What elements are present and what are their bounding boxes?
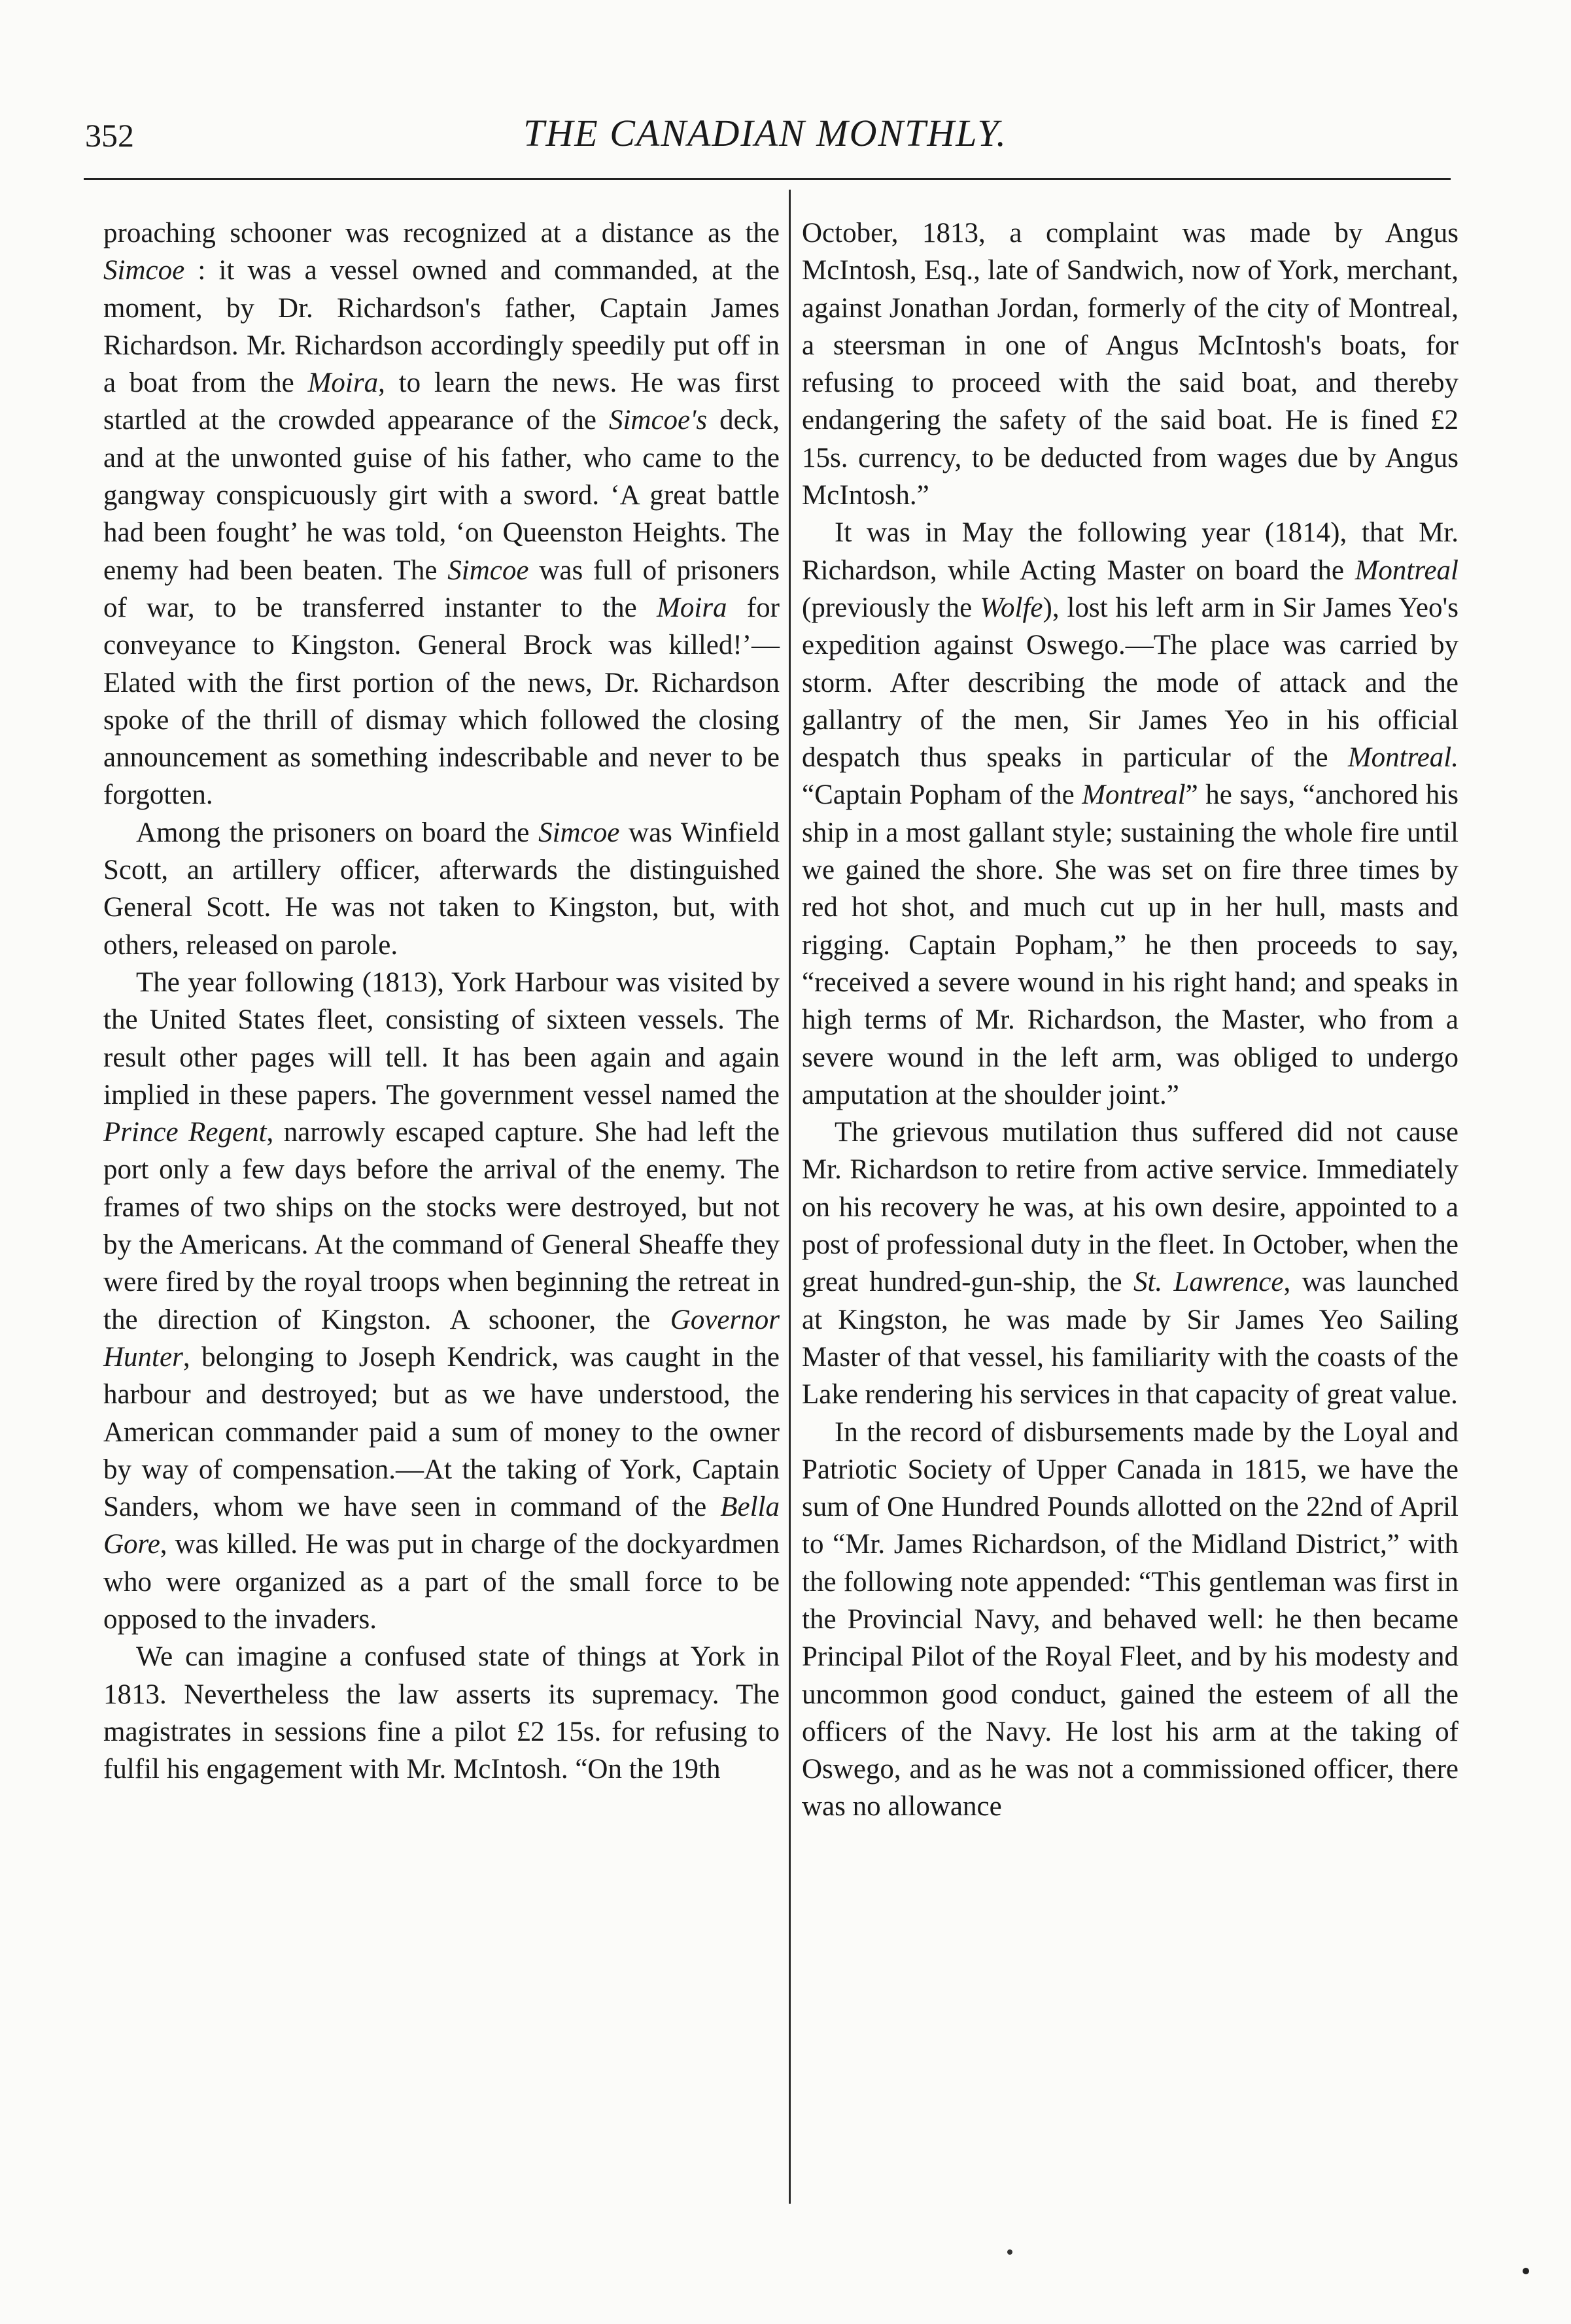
italic-text: St. Lawrence bbox=[1133, 1267, 1284, 1298]
paragraph: We can imagine a confused state of things at York in 1813. Nevertheless the law asserts its supremacy. The magistrates in sessions fine a pilot £2 15s. for refusing to fulfil his engagement with Mr. McIntosh. “On the 19th bbox=[103, 1641, 780, 1785]
paragraph: In the record of disbursements made by the Loyal and Patriotic Society of Upper Canada in 1815, we have the sum of One Hundred Pounds allotted on the 22nd of April to “Mr. James Richardson, of the Midland District,” with the following note appended: “This gentleman was first in the Provincial Navy, and behaved well: he then became Principal Pilot of the Royal Fleet, and by his modesty and uncommon good conduct, gained the esteem of all the officers of the Navy. He lost his arm at the taking of Oswego, and as he was not a commissioned officer, there was no allowance bbox=[802, 1416, 1459, 1822]
paragraph: The grievous mutilation thus suffered did not cause Mr. Richardson to retire from active service. Immediately on his recovery he was, at his own desire, appointed to a post of professional duty in the fleet. In October, when the great hundred-gun-ship, the St. Lawrence, was launched at Kingston, he was made by Sir James Yeo Sailing Master of that vessel, his familiarity with the coasts of the Lake rendering his services in that capacity of great value. bbox=[802, 1117, 1459, 1410]
column-divider bbox=[789, 190, 791, 2204]
paragraph: It was in May the following year (1814), that Mr. Richardson, while Acting Master on board the Montreal (previously the Wolfe), lost his left arm in Sir James Yeo's expedition against Oswego.—The place was carried by storm. After describing the mode of attack and the gallantry of the men, Sir James Yeo in his official despatch thus speaks in particular of the Montreal. “Captain Popham of the Montreal” he says, “anchored his ship in a most gallant style; sustaining the whole fire until we gained the shore. She was set on fire three times by red hot shot, and much cut up in her hull, masts and rigging. Captain Popham,” he then proceeds to say, “received a severe wound in his right hand; and speaks in high terms of Mr. Richardson, the Master, who from a severe wound in the left arm, was obliged to undergo amputation at the shoulder joint.” bbox=[802, 517, 1459, 1110]
running-head: THE CANADIAN MONTHLY. bbox=[523, 112, 1007, 154]
italic-text: Simcoe bbox=[538, 817, 620, 848]
italic-text: Montreal bbox=[1355, 555, 1459, 586]
paragraph: The year following (1813), York Harbour was visited by the United States fleet, consisting of sixteen vessels. The result other pages will tell. It has been again and again implied in these papers. The government vessel named the Prince Regent, narrowly escaped capture. She had left the port only a few days before the arrival of the enemy. The frames of two ships on the stocks were destroyed, but not by the Americans. At the command of General Sheaffe they were fired by the royal troops when beginning the retreat in the direction of Kingston. A schooner, the Governor Hunter, belonging to Joseph Kendrick, was caught in the harbour and destroyed; but as we have understood, the American commander paid a sum of money to the owner by way of compensation.—At the taking of York, Captain Sanders, whom we have seen in command of the Bella Gore, was killed. He was put in charge of the dockyardmen who were organized as a part of the small force to be opposed to the invaders. bbox=[103, 966, 780, 1635]
page-number: 352 bbox=[85, 117, 134, 154]
italic-text: Wolfe bbox=[980, 592, 1043, 623]
italic-text: Governor Hunter bbox=[103, 1304, 780, 1373]
italic-text: Simcoe bbox=[447, 555, 529, 586]
italic-text: Simcoe bbox=[103, 255, 185, 286]
italic-text: Simcoe's bbox=[608, 405, 708, 436]
paragraph: proaching schooner was recognized at a distance as the Simcoe : it was a vessel owned and commanded, at the moment, by Dr. Richardson's father, Captain James Richardson. Mr. Richardson accordingly speedily put off in a boat from the Moira, to learn the news. He was first startled at the crowded appearance of the Simcoe's deck, and at the unwonted guise of his father, who came to the gangway conspicuously girt with a sword. ‘A great battle had been fought’ he was told, ‘on Queenston Heights. The enemy had been beaten. The Simcoe was full of prisoners of war, to be transferred instanter to the Moira for conveyance to Kingston. General Brock was killed!’—Elated with the first portion of the news, Dr. Richardson spoke of the thrill of dismay which followed the closing announcement as something indescribable and never to be forgotten. bbox=[103, 218, 780, 811]
print-speck bbox=[1007, 2249, 1012, 2255]
header-rule bbox=[84, 178, 1451, 180]
paragraph: October, 1813, a complaint was made by Angus McIntosh, Esq., late of Sandwich, now of York, merchant, against Jonathan Jordan, formerly of the city of Montreal, a steersman in one of Angus McIntosh's boats, for refusing to proceed with the said boat, and thereby endangering the safety of the said boat. He is fined £2 15s. currency, to be deducted from wages due by Angus McIntosh.” bbox=[802, 218, 1459, 511]
italic-text: Prince Regent bbox=[103, 1117, 267, 1148]
page-header bbox=[78, 111, 1452, 170]
italic-text: Moira bbox=[307, 367, 379, 399]
italic-text: Bella Gore bbox=[103, 1492, 780, 1560]
right-column bbox=[802, 214, 1459, 1826]
italic-text: Moira bbox=[657, 592, 727, 623]
left-column bbox=[103, 214, 780, 1788]
print-speck bbox=[1523, 2268, 1529, 2274]
italic-text: Montreal bbox=[1082, 779, 1186, 811]
paragraph: Among the prisoners on board the Simcoe was Winfield Scott, an artillery officer, afterwards the distinguished General Scott. He was not taken to Kingston, but, with others, released on parole. bbox=[103, 817, 780, 961]
italic-text: Montreal. bbox=[1347, 742, 1459, 774]
